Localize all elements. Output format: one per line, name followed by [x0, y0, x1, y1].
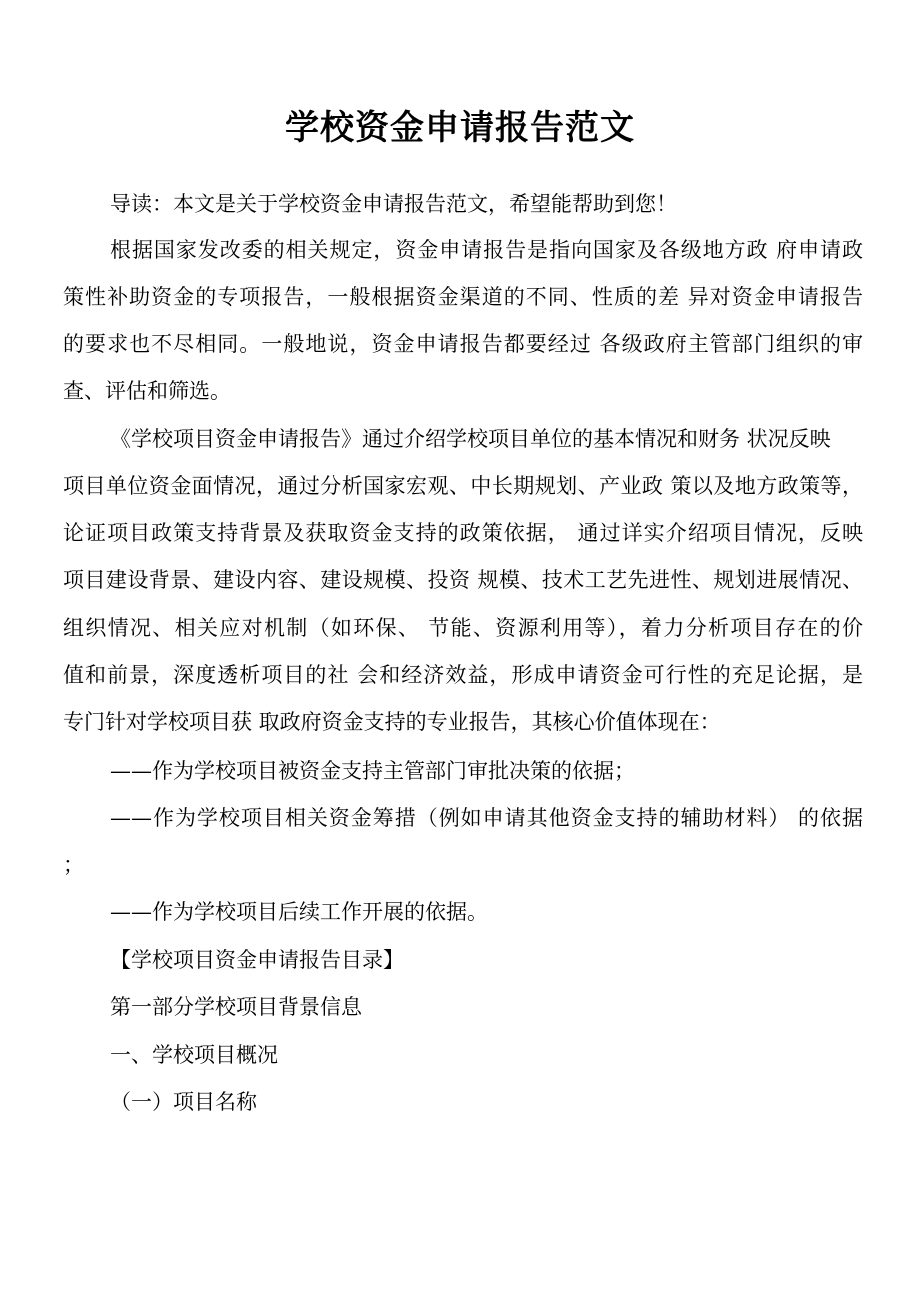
paragraph2-line-5: 组织情况、相关应对机制（如环保、 节能、资源利用等），着力分析项目存在的价	[63, 616, 863, 640]
paragraph1-line-4: 查、评估和筛选。	[63, 379, 231, 403]
paragraph2-line-7: 专门针对学校项目获 取政府资金支持的专业报告，其核心价值体现在：	[63, 710, 721, 734]
bullet-line-2-tail: ；	[63, 853, 84, 877]
paragraph2-line-6: 值和前景，深度透析项目的社 会和经济效益，形成申请资金可行性的充足论据，是	[63, 663, 863, 687]
bullet-line-1: ——作为学校项目被资金支持主管部门审批决策的依据；	[110, 759, 635, 783]
subsection-one-heading: （一）项目名称	[110, 1090, 257, 1114]
paragraph1-line-2: 策性补助资金的专项报告，一般根据资金渠道的不同、性质的差 异对资金申请报告	[63, 285, 863, 309]
paragraph2-line-3: 论证项目政策支持背景及获取资金支持的政策依据， 通过详实介绍项目情况，反映	[63, 521, 863, 545]
paragraph2-line-1: 《学校项目资金申请报告》通过介绍学校项目单位的基本情况和财务 状况反映	[110, 427, 831, 451]
paragraph2-line-4: 项目建设背景、建设内容、建设规模、投资 规模、技术工艺先进性、规划进展情况、	[63, 568, 863, 592]
section-one-heading: 一、学校项目概况	[110, 1043, 278, 1067]
paragraph1-line-1: 根据国家发改委的相关规定，资金申请报告是指向国家及各级地方政 府申请政	[110, 238, 863, 262]
paragraph2-line-2: 项目单位资金面情况，通过分析国家宏观、中长期规划、产业政 策以及地方政策等，	[63, 474, 863, 498]
toc-heading: 【学校项目资金申请报告目录】	[110, 948, 404, 972]
bullet-line-3: ——作为学校项目后续工作开展的依据。	[110, 900, 488, 924]
document-title: 学校资金申请报告范文	[285, 108, 635, 148]
bullet-line-2: ——作为学校项目相关资金筹措（例如申请其他资金支持的辅助材料） 的依据	[110, 806, 863, 830]
intro-line: 导读：本文是关于学校资金申请报告范文，希望能帮助到您！	[110, 192, 677, 216]
part-one-heading: 第一部分学校项目背景信息	[110, 995, 362, 1019]
paragraph1-line-3: 的要求也不尽相同。一般地说，资金申请报告都要经过 各级政府主管部门组织的审	[63, 332, 863, 356]
